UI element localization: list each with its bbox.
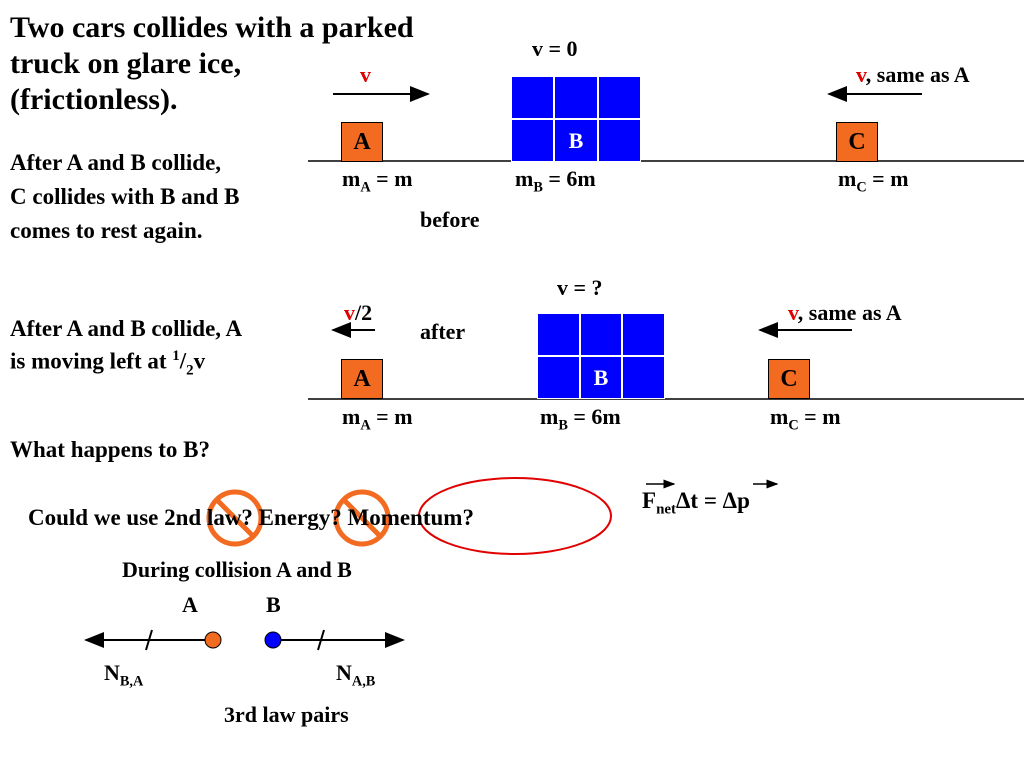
car-a-velocity-after: v/2 [344,300,373,325]
label-after: after [420,319,466,344]
car-c-velocity-before: v, same as A [856,62,970,87]
ball-b [265,632,281,648]
label-before: before [420,207,480,232]
truck-b-after: B [537,313,665,399]
car-c-after: C [768,359,810,399]
mass-a-after: $m_A = m$ [342,404,413,434]
note-after-line1: After A and B collide, A [10,316,243,341]
car-c-velocity-after: v, same as A [788,300,902,325]
page-title: Two cars collides with a parked truck on glare ice, (frictionless). [10,11,414,116]
third-law-pairs: 3rd law pairs [224,702,349,727]
car-a-after: A [341,359,383,399]
force-label-ab: $N_{A,B}$ [336,660,376,690]
car-c-before: C [836,122,878,162]
truck-velocity-before: v = 0 [532,36,578,61]
car-a-before: A [341,122,383,162]
mass-c-after: $m_C = m$ [770,404,841,434]
force-label-ba: $N_{B,A}$ [104,660,144,690]
truck-b-before: B [511,76,641,162]
note-before: After A and B collide, C collides with B and B comes to rest again. [10,150,240,243]
mass-b-before: $m_B = 6m$ [515,166,596,196]
impulse-equation: $F_{net}\Delta t = \Delta p$ [642,488,750,518]
collision-label-a: A [182,592,198,617]
ball-a [205,632,221,648]
truck-velocity-after: v = ? [557,275,603,300]
car-a-velocity-before: v [360,62,371,87]
question-line: Could we use 2nd law? Energy? Momentum? [28,505,474,530]
mass-c-before: $m_C = m$ [838,166,909,196]
collision-label-b: B [266,592,281,617]
note-after-line2: is moving left at $^1/_2v$ [10,348,206,379]
collision-caption: During collision A and B [122,557,352,582]
question-b: What happens to B? [10,437,211,462]
mass-a-before: $m_A = m$ [342,166,413,196]
mass-b-after: $m_B = 6m$ [540,404,621,434]
